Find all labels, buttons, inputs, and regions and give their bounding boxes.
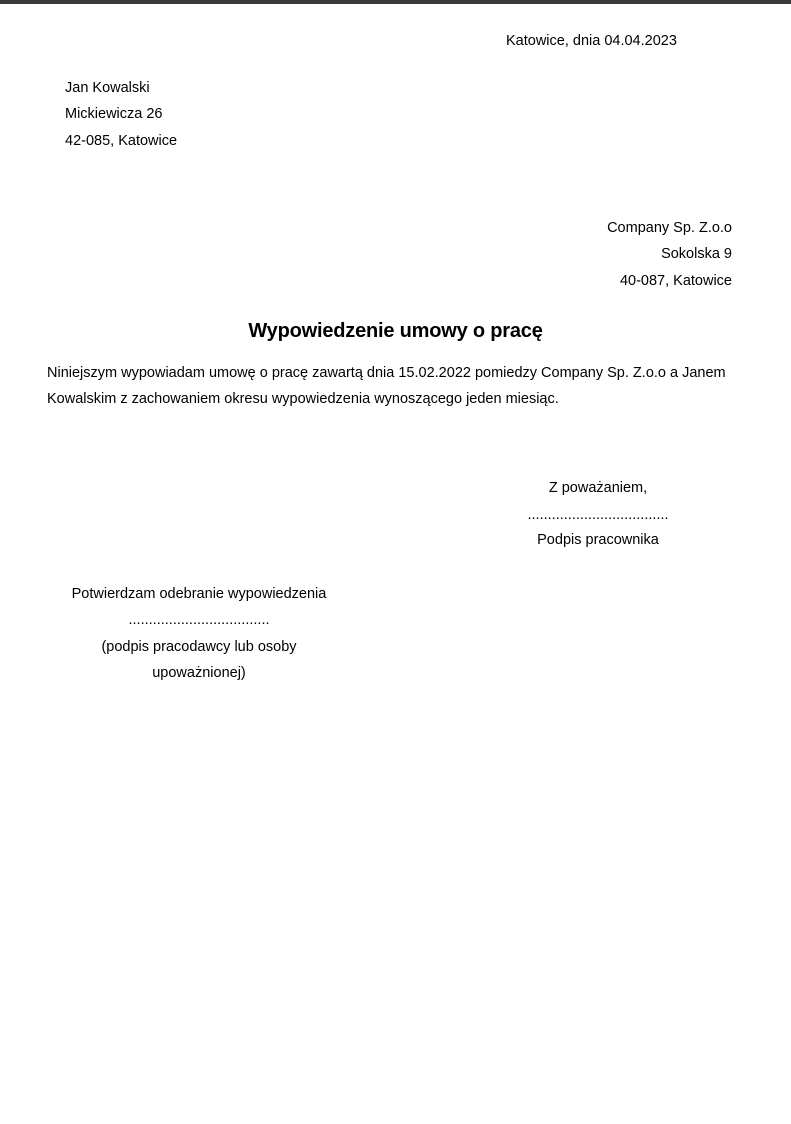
- document-title: Wypowiedzenie umowy o pracę: [248, 320, 543, 342]
- employer-signature-caption-line-1: (podpis pracodawcy lub osoby: [101, 639, 297, 655]
- employee-signature-line: ...................................: [527, 507, 669, 523]
- sender-street: Mickiewicza 26: [65, 106, 163, 122]
- recipient-name: Company Sp. Z.o.o: [607, 220, 732, 236]
- sender-name: Jan Kowalski: [65, 80, 150, 96]
- sender-city: 42-085, Katowice: [65, 133, 178, 149]
- closing-greeting: Z poważaniem,: [548, 480, 648, 496]
- place-and-date: Katowice, dnia 04.04.2023: [506, 33, 677, 49]
- recipient-city: 40-087, Katowice: [619, 273, 732, 289]
- body-text-line-2: Kowalskim z zachowaniem okresu wypowiedzenia wynoszącego jeden miesiąc.: [47, 391, 559, 407]
- employer-signature-line: ...................................: [128, 612, 270, 628]
- acknowledgement-statement: Potwierdzam odebranie wypowiedzenia: [71, 586, 327, 602]
- employer-signature-caption-line-2: upoważnionej): [152, 665, 246, 681]
- acknowledgement-block: [60, 585, 338, 682]
- recipient-street: Sokolska 9: [661, 246, 732, 262]
- closing-block: [518, 479, 678, 549]
- employee-signature-caption: Podpis pracownika: [537, 532, 659, 548]
- body-text-line-1: Niniejszym wypowiadam umowę o pracę zawartą dnia 15.02.2022 pomiedzy Company Sp. Z.o.o a Janem: [47, 365, 726, 381]
- document-top-border: [0, 0, 791, 4]
